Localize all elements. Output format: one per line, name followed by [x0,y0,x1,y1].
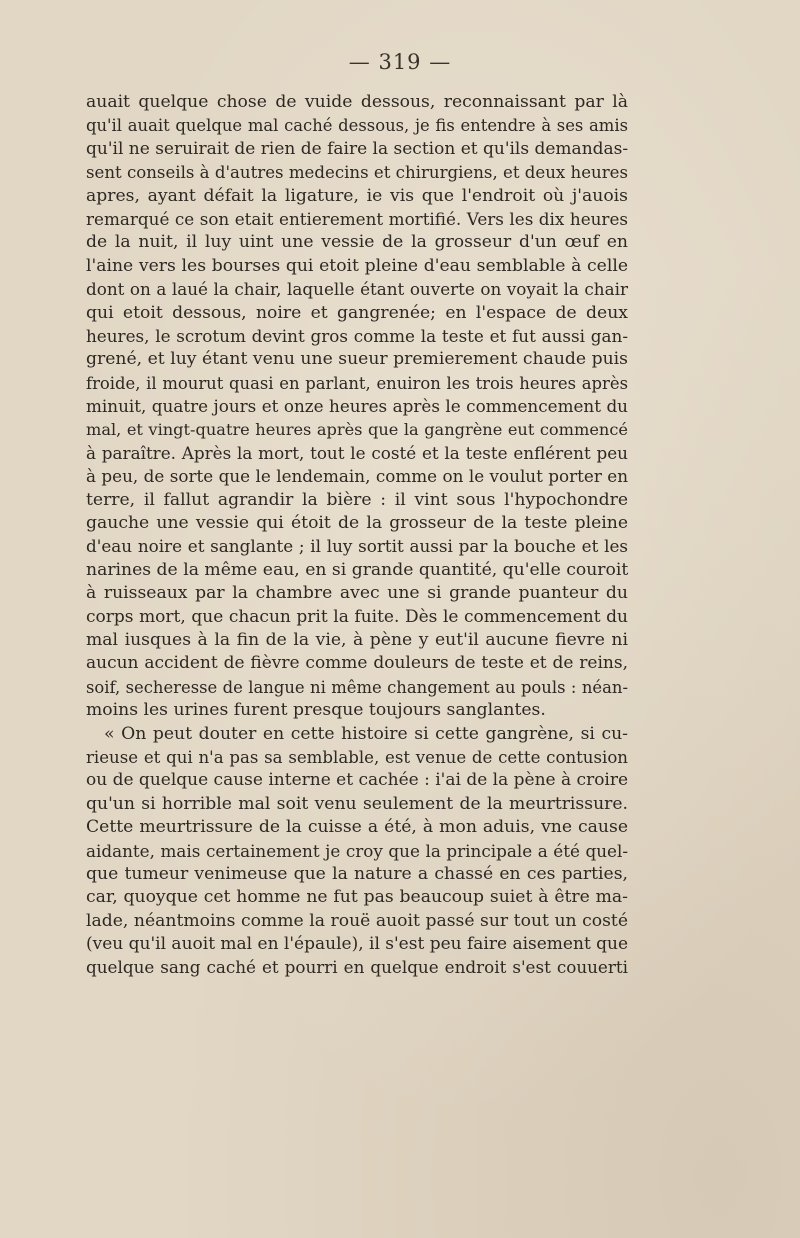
text-line: remarqué ce son etait entierement mortifié. Vers les dix heures [86,208,628,229]
body-text [86,91,628,980]
text-line: de la nuit, il luy uint une vessie de la grosseur d'un œuf en [86,232,628,253]
text-line: ou de quelque cause interne et cachée : i'ai de la pène à croire [86,770,629,791]
text-line: corps mort, que chacun prit la fuite. Dès le commencement du [86,606,628,627]
text-line: Cette meurtrissure de la cuisse a été, à mon aduis, vne cause [86,817,628,838]
text-line: qui etoit dessous, noire et gangrenée; en l'espace de deux [86,302,628,323]
text-line: à peu, de sorte que le lendemain, comme on le voulut porter en [86,466,628,487]
text-line: aidante, mais certainement je croy que la principale a été quel- [86,840,628,861]
text-line: sent conseils à d'autres medecins et chirurgiens, et deux heures [86,163,628,183]
text-line: « On peut douter en cette histoire si cette gangrène, si cu- [104,723,628,744]
text-line: narines de la même eau, en si grande quantité, qu'elle couroit [86,559,629,580]
text-line: aucun accident de fièvre comme douleurs de teste et de reins, [86,653,628,674]
page-number: — 319 — [348,50,452,74]
text-line: qu'un si horrible mal soit venu seulement de la meurtrissure. [86,793,628,814]
text-line: rieuse et qui n'a pas sa semblable, est venue de cette contusion [86,747,628,767]
text-line: gauche une vessie qui étoit de la grosseur de la teste pleine [86,513,628,534]
text-line: apres, ayant défait la ligature, ie vis que l'endroit où j'auois [86,185,628,206]
text-line: lade, néantmoins comme la rouë auoit passé sur tout un costé [86,910,628,931]
text-line: à ruisseaux par la chambre avec une si grande puanteur du [86,583,628,604]
text-line: quelque sang caché et pourri en quelque endroit s'est couuerti [86,957,628,978]
text-line: qu'il auait quelque mal caché dessous, je fis entendre à ses amis [86,116,628,136]
text-line: (veu qu'il auoit mal en l'épaule), il s'est peu faire aisement que [86,934,629,955]
text-line: grené, et luy étant venu une sueur premierement chaude puis [86,349,628,370]
text-line: mal, et vingt-quatre heures après que la gangrène eut commencé [86,420,628,440]
text-line: à paraître. Après la mort, tout le costé et la teste enflérent peu [86,442,628,463]
text-line: terre, il fallut agrandir la bière : il vint sous l'hypochondre [86,489,628,510]
text-line: minuit, quatre jours et onze heures après le commencement du [86,396,628,417]
text-line: heures, le scrotum devint gros comme la teste et fut aussi gan- [86,325,628,346]
text-line: d'eau noire et sanglante ; il luy sortit aussi par la bouche et les [86,536,628,557]
text-line: moins les urines furent presque toujours sanglantes. [86,700,546,721]
text-line: dont on a laué la chair, laquelle étant ouverte on voyait la chair [86,279,628,300]
text-line: l'aine vers les bourses qui etoit pleine d'eau semblable à celle [86,255,628,276]
text-line: mal iusques à la fin de la vie, à pène y eut'il aucune fievre ni [86,629,628,650]
text-line: car, quoyque cet homme ne fut pas beaucoup suiet à être ma- [86,887,628,908]
text-line: qu'il ne seruirait de rien de faire la section et qu'ils demandas- [86,138,629,159]
text-line: auait quelque chose de vuide dessous, reconnaissant par là [86,92,628,112]
text-line: soif, secheresse de langue ni même changement au pouls : néan- [86,677,628,697]
text-line: que tumeur venimeuse que la nature a chassé en ces parties, [86,863,628,884]
text-line: froide, il mourut quasi en parlant, enuiron les trois heures après [86,373,628,393]
